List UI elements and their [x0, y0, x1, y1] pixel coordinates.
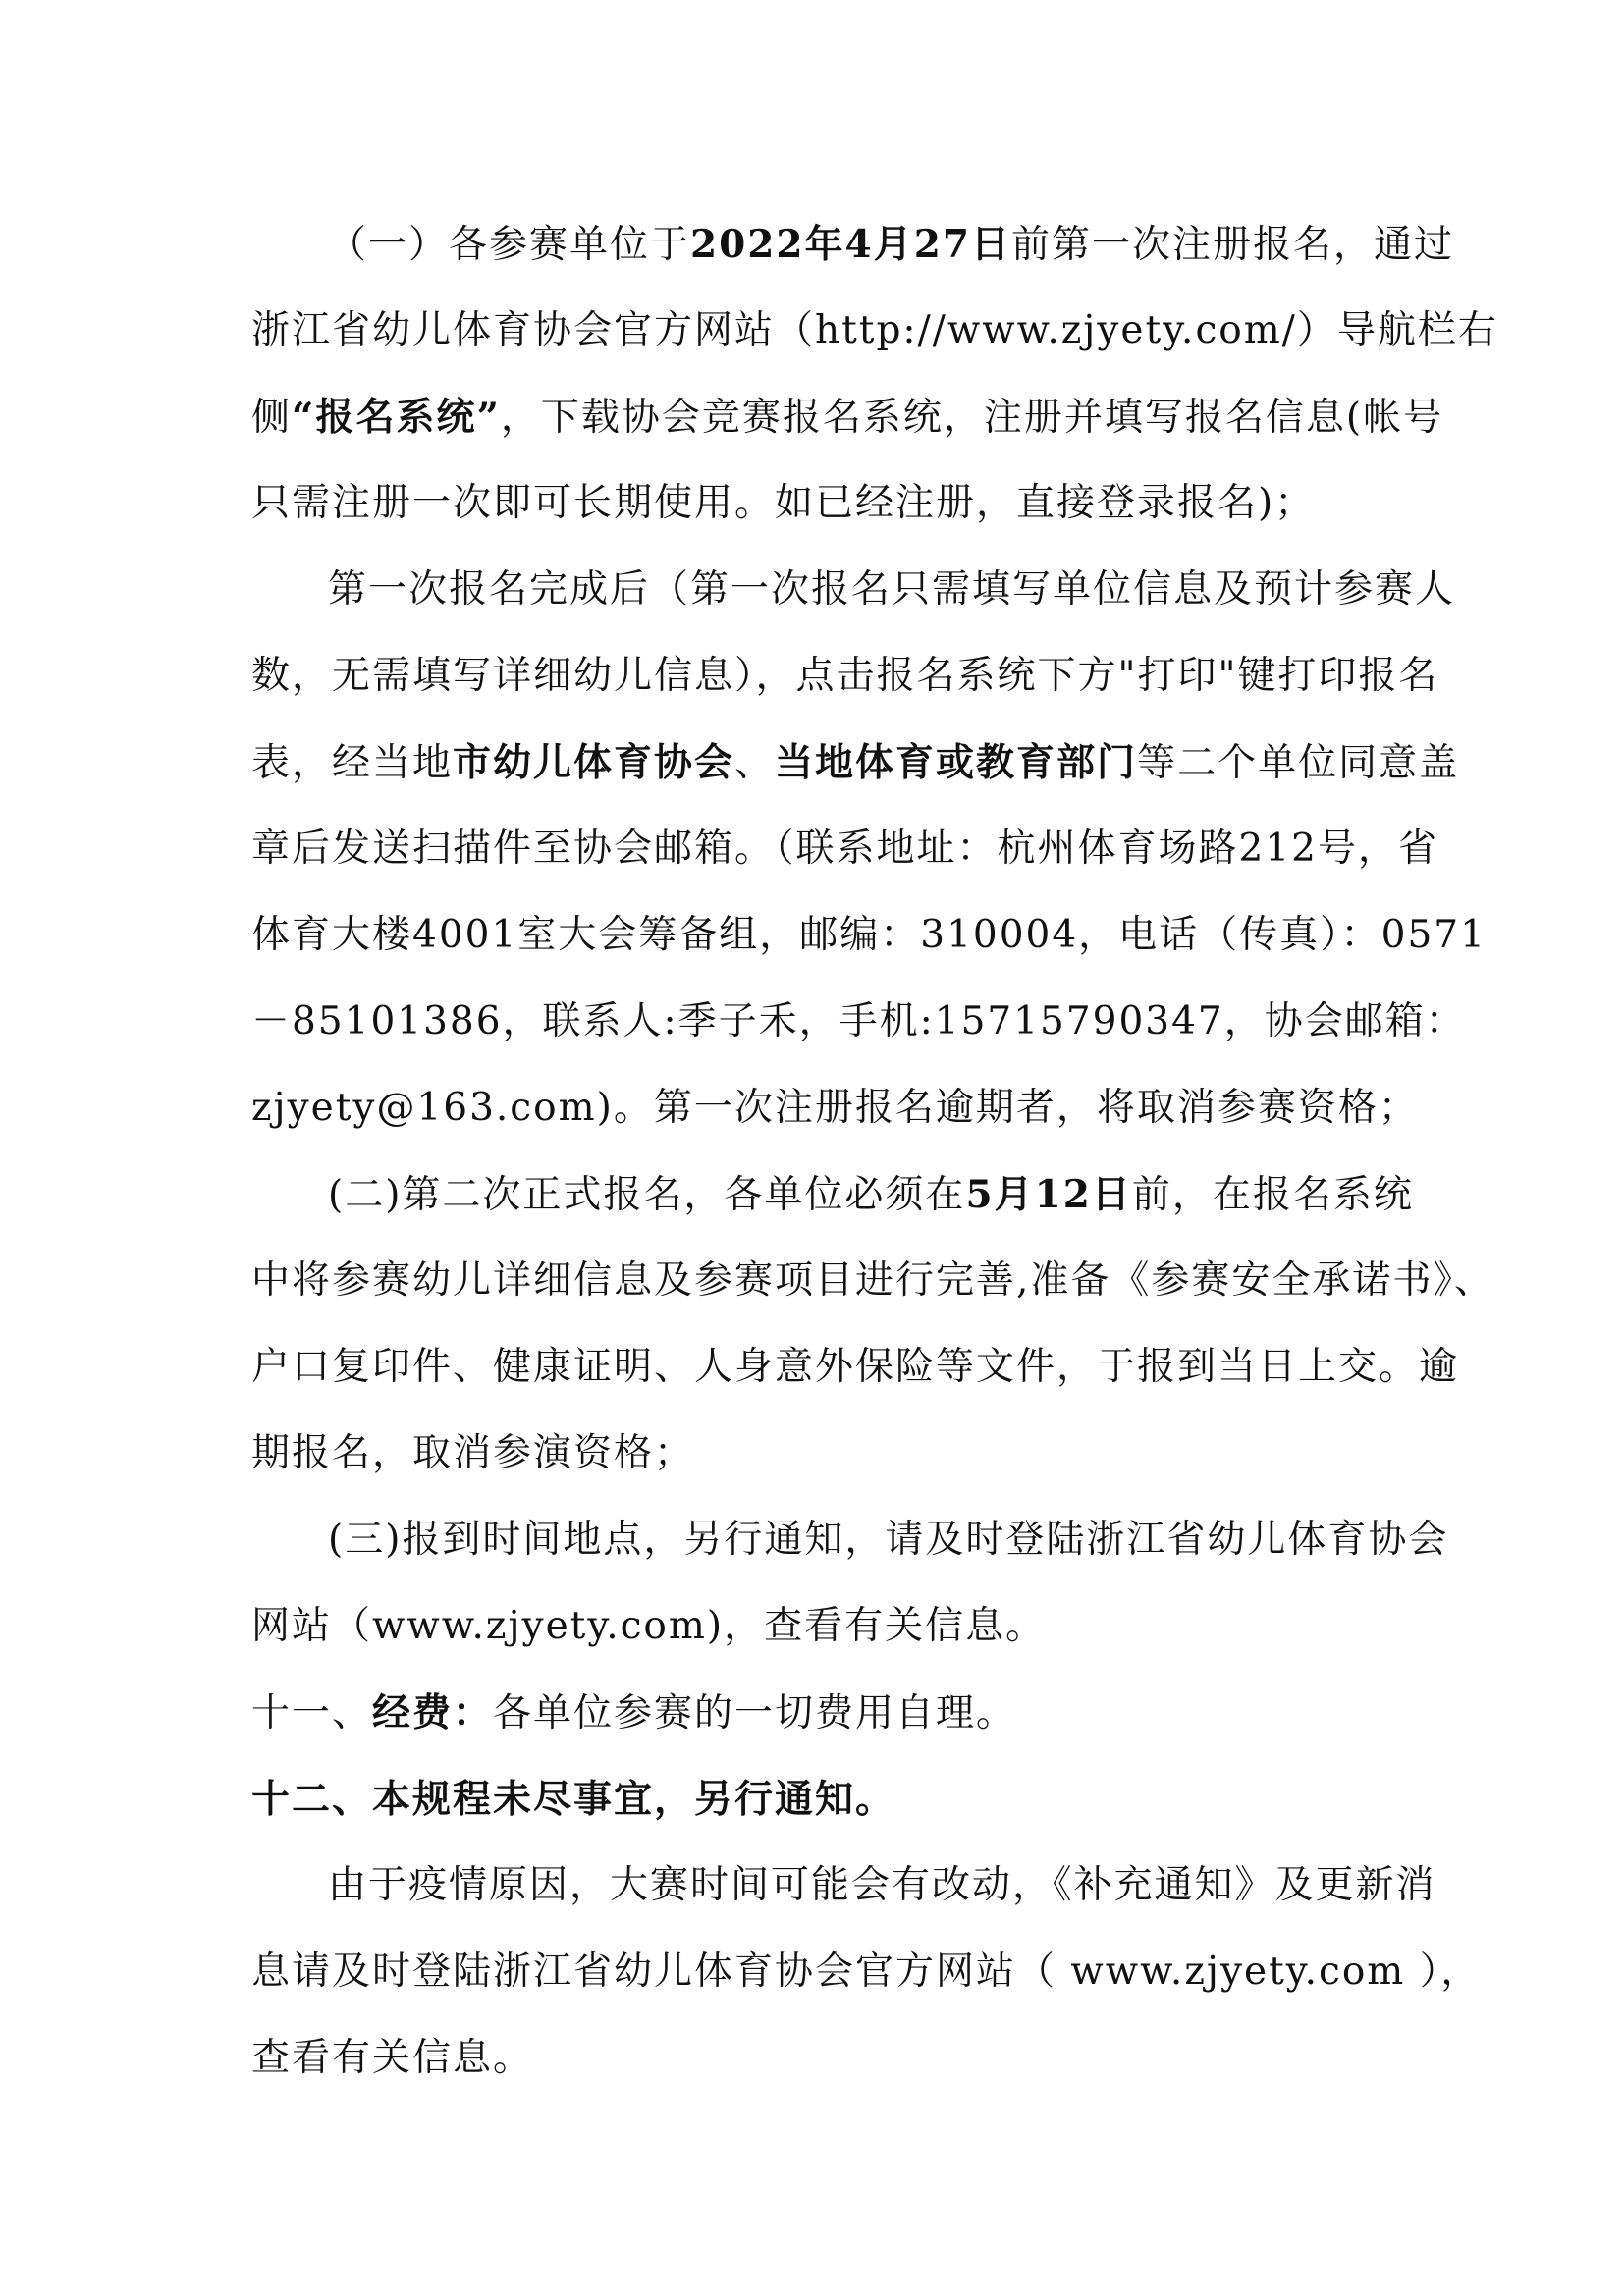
text-segment: 章后发送扫描件至协会邮箱。（联系地址：杭州体育场路212号，省 — [251, 827, 1438, 871]
text-segment: 由于疫情原因，大赛时间可能会有改动，《补充通知》及更新消 — [328, 1863, 1436, 1907]
text-line — [251, 547, 1456, 633]
text-segment: (三)报到时间地点，另行通知，请及时登陆浙江省幼儿体育协会 — [328, 1518, 1449, 1562]
text-segment: 数，无需填写详细幼儿信息），点击报名系统下方"打印"键打印报名 — [251, 654, 1439, 698]
text-segment: 前第一次注册报名，通过 — [1010, 223, 1454, 267]
bold-text-segment: “报名系统” — [292, 395, 501, 440]
text-line — [251, 1411, 1390, 1497]
text-line — [251, 1929, 1482, 2015]
text-line — [251, 892, 1487, 979]
text-line — [251, 374, 1444, 460]
text-line — [251, 1324, 1460, 1411]
document-body — [251, 201, 1498, 2102]
text-line — [251, 1238, 1494, 1324]
text-line — [251, 201, 1454, 288]
bold-text-segment: 市幼儿体育协会 — [453, 740, 735, 785]
text-segment: 中将参赛幼儿详细信息及参赛项目进行完善,准备《参赛安全承诺书》、 — [251, 1258, 1494, 1303]
text-segment: 息请及时登陆浙江省幼儿体育协会官方网站（ www.zjyety.com ）， — [251, 1949, 1482, 1994]
text-segment: 网站（www.zjyety.com)，查看有关信息。 — [251, 1604, 1047, 1648]
text-segment: 查看有关信息。 — [251, 2036, 534, 2080]
text-line — [251, 979, 1466, 1065]
text-segment: 表，经当地 — [251, 741, 454, 785]
text-segment: 等二个单位同意盖 — [1137, 741, 1460, 785]
text-segment: 第一次报名完成后（第一次报名只需填写单位信息及预计参赛人 — [328, 567, 1456, 612]
text-segment: zjyety@163.com)。第一次注册报名逾期者，将取消参赛资格； — [251, 1086, 1419, 1130]
text-segment: 前，在报名系统 — [1131, 1173, 1414, 1217]
text-line — [251, 1065, 1419, 1151]
text-line — [251, 1842, 1436, 1929]
text-segment: ，下载协会竞赛报名系统，注册并填写报名信息(帐号 — [500, 396, 1444, 440]
text-line — [251, 1670, 1390, 1756]
text-segment: （一）各参赛单位于 — [328, 223, 691, 267]
text-segment: 十一、 — [251, 1691, 373, 1735]
text-line — [251, 1151, 1414, 1238]
bold-text-segment: 2022年4月27日 — [690, 222, 1011, 267]
text-line — [251, 720, 1460, 806]
text-segment: 侧 — [251, 396, 293, 440]
bold-text-segment: 经费： — [372, 1690, 494, 1735]
text-line — [251, 288, 1498, 374]
text-segment: 各单位参赛的一切费用自理。 — [493, 1691, 1017, 1735]
text-line — [251, 460, 1390, 547]
bold-text-segment: 当地体育或教育部门 — [775, 740, 1138, 785]
bold-text-segment: 5月12日 — [965, 1172, 1132, 1217]
text-line — [251, 1583, 1390, 1670]
bold-text-segment: 十二、本规程未尽事宜，另行通知。 — [251, 1777, 896, 1822]
text-segment: (二)第二次正式报名，各单位必须在 — [328, 1173, 966, 1217]
text-line — [251, 2015, 1390, 2102]
text-segment: 体育大楼4001室大会筹备组，邮编：310004，电话（传真）：0571 — [251, 913, 1487, 957]
text-segment: 期报名，取消参演资格； — [251, 1431, 695, 1475]
text-segment: 浙江省幼儿体育协会官方网站（http://www.zjyety.com/）导航栏右 — [251, 308, 1498, 352]
text-segment: 只需注册一次即可长期使用。如已经注册，直接登录报名)； — [251, 481, 1316, 525]
text-line — [251, 806, 1438, 892]
text-line — [251, 1497, 1449, 1583]
text-line — [251, 633, 1439, 720]
text-segment: －85101386，联系人:季子禾，手机:15715790347，协会邮箱： — [251, 999, 1466, 1043]
text-segment: 、 — [734, 741, 776, 785]
text-line — [251, 1756, 1390, 1842]
text-segment: 户口复印件、健康证明、人身意外保险等文件，于报到当日上交。逾 — [251, 1345, 1460, 1389]
